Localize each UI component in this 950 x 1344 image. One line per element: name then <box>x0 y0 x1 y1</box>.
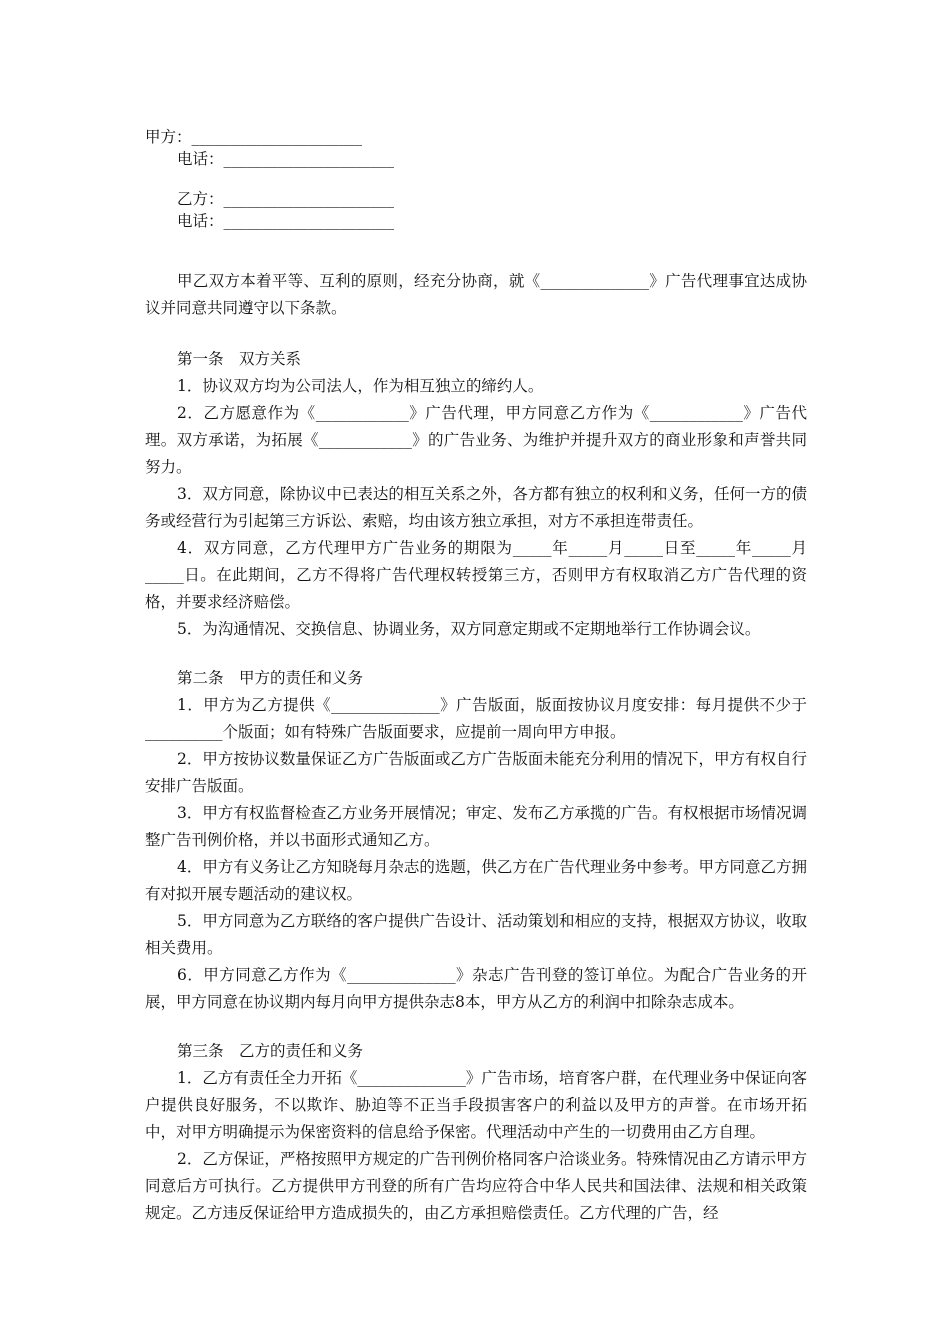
contract-body <box>145 268 807 1227</box>
party-a-phone-line: 电话：______________________ <box>177 150 395 168</box>
section-2-item-1: 1．甲方为乙方提供《______________》广告版面，版面按协议月度安排：每月提供不少于__________个版面；如有特殊广告版面要求，应提前一周向甲方申报。 <box>145 696 807 741</box>
preamble: 甲乙双方本着平等、互利的原则，经充分协商，就《______________》广告代理事宜达成协议并同意共同遵守以下条款。 <box>145 272 807 317</box>
party-b-line: 乙方：______________________ <box>177 190 395 208</box>
section-2-item-6: 6．甲方同意乙方作为《______________》杂志广告刊登的签订单位。为配合广告业务的开展，甲方同意在协议期内每月向甲方提供杂志8本，甲方从乙方的利润中扣除杂志成本。 <box>145 966 807 1011</box>
section-3-heading: 第三条 乙方的责任和义务 <box>177 1042 364 1060</box>
section-1-item-5: 5．为沟通情况、交换信息、协调业务，双方同意定期或不定期地举行工作协调会议。 <box>177 620 761 638</box>
parties-block <box>145 126 805 232</box>
party-b-phone-line: 电话：______________________ <box>177 212 395 230</box>
section-2-item-5: 5．甲方同意为乙方联络的客户提供广告设计、活动策划和相应的支持，根据双方协议，收取相关费用。 <box>145 912 807 957</box>
section-3-item-1: 1．乙方有责任全力开拓《______________》广告市场，培育客户群，在代理业务中保证向客户提供良好服务，不以欺诈、胁迫等不正当手段损害客户的利益以及甲方的声誉。在市场开拓中，对甲方明确提示为保密资料的信息给予保密。代理活动中产生的一切费用由乙方自理。 <box>145 1069 807 1141</box>
section-1-item-2: 2．乙方愿意作为《____________》广告代理，甲方同意乙方作为《____________》广告代理。双方承诺，为拓展《____________》的广告业务、为维护并提升双方的商业形象和声誉共同努力。 <box>145 404 807 476</box>
section-2-item-2: 2．甲方按协议数量保证乙方广告版面或乙方广告版面未能充分利用的情况下，甲方有权自行安排广告版面。 <box>145 750 807 795</box>
section-2-item-3: 3．甲方有权监督检查乙方业务开展情况；审定、发布乙方承揽的广告。有权根据市场情况调整广告刊例价格，并以书面形式通知乙方。 <box>145 804 807 849</box>
section-1-item-4: 4．双方同意，乙方代理甲方广告业务的期限为_____年_____月_____日至_____年_____月_____日。在此期间，乙方不得将广告代理权转授第三方，否则甲方有权取消乙方广告代理的资格，并要求经济赔偿。 <box>145 539 807 611</box>
section-1-item-3: 3．双方同意，除协议中已表达的相互关系之外，各方都有独立的权利和义务，任何一方的债务或经营行为引起第三方诉讼、索赔，均由该方独立承担，对方不承担连带责任。 <box>145 485 807 530</box>
section-3-item-2: 2．乙方保证，严格按照甲方规定的广告刊例价格同客户洽谈业务。特殊情况由乙方请示甲方同意后方可执行。乙方提供甲方刊登的所有广告均应符合中华人民共和国法律、法规和相关政策规定。乙方违反保证给甲方造成损失的，由乙方承担赔偿责任。乙方代理的广告，经 <box>145 1150 807 1222</box>
section-2-item-4: 4．甲方有义务让乙方知晓每月杂志的选题，供乙方在广告代理业务中参考。甲方同意乙方拥有对拟开展专题活动的建议权。 <box>145 858 807 903</box>
section-2-heading: 第二条 甲方的责任和义务 <box>177 669 364 687</box>
party-a-line: 甲方：______________________ <box>145 128 363 146</box>
section-1-item-1: 1．协议双方均为公司法人，作为相互独立的缔约人。 <box>177 377 544 395</box>
section-1-heading: 第一条 双方关系 <box>177 350 302 368</box>
